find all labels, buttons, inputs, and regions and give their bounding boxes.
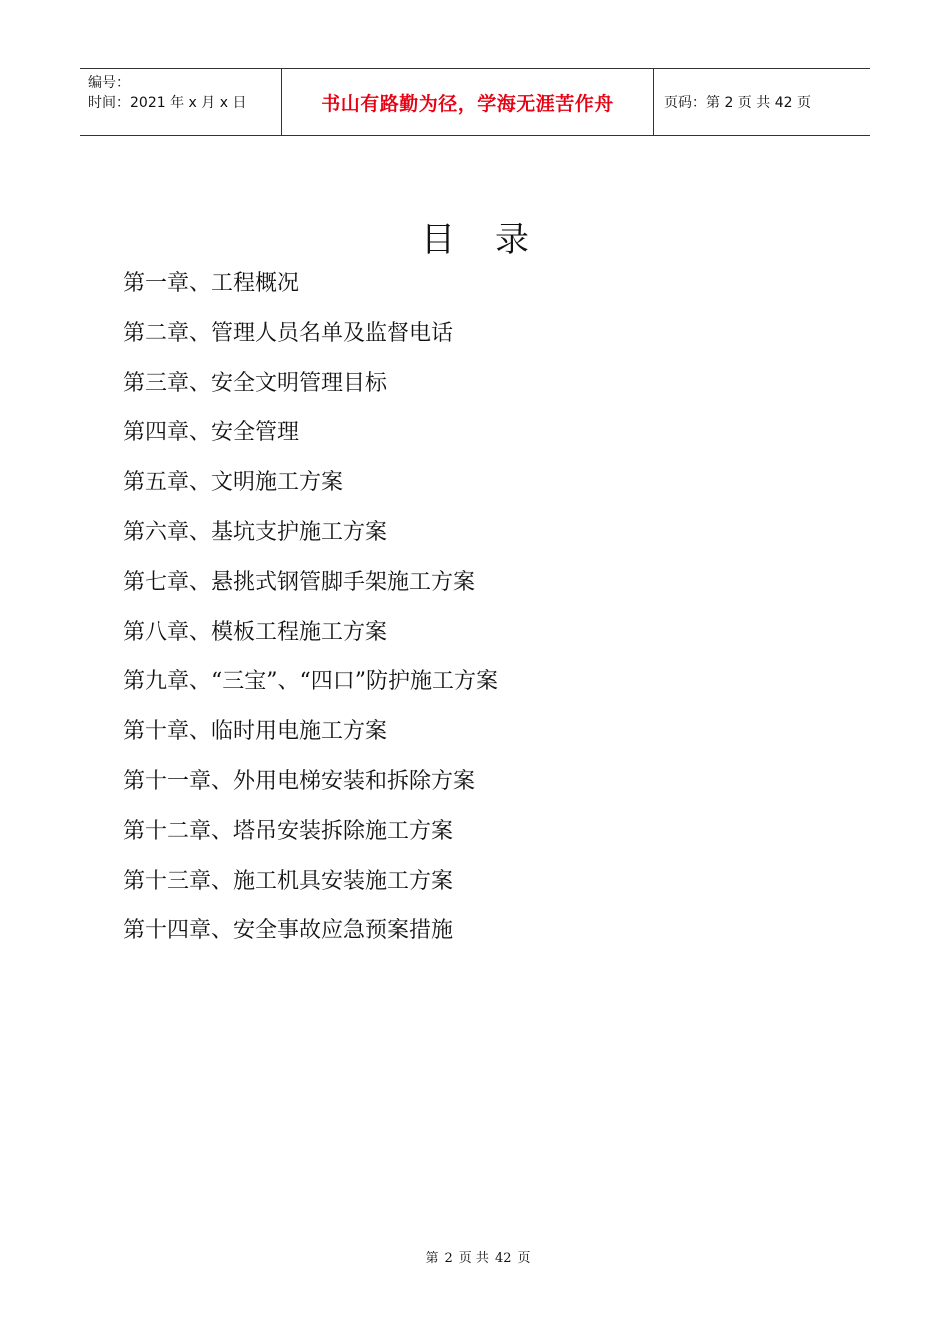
- footer-page-number: 2: [444, 1251, 453, 1266]
- toc-item: 第十一章、外用电梯安装和拆除方案: [123, 768, 476, 794]
- document-date: 时间：2021 年 x 月 x 日: [88, 95, 247, 111]
- header-page-info: 页码：第 2 页 共 42 页: [664, 95, 811, 111]
- header-page-cell: [654, 69, 870, 135]
- toc-item: 第六章、基坑支护施工方案: [123, 519, 388, 545]
- toc-item: 第五章、文明施工方案: [123, 470, 344, 496]
- document-number-label: 编号：: [88, 75, 130, 91]
- toc-item: 第十二章、塔吊安装拆除施工方案: [123, 818, 454, 844]
- toc-item: 第十三章、施工机具安装施工方案: [123, 868, 454, 894]
- toc-item: 第九章、“三宝”、“四口”防护施工方案: [123, 669, 498, 695]
- toc-item: 第三章、安全文明管理目标: [123, 370, 388, 396]
- toc-item: 第四章、安全管理: [123, 420, 300, 446]
- header-motto-cell: [282, 69, 654, 135]
- footer-prefix: 第: [425, 1251, 439, 1266]
- toc-item: 第十章、临时用电施工方案: [123, 719, 388, 745]
- toc-item: 第一章、工程概况: [123, 271, 300, 296]
- footer-total-pages: 42: [494, 1251, 512, 1266]
- document-header: [80, 68, 870, 136]
- page-footer: [0, 1247, 950, 1266]
- footer-middle: 页 共: [458, 1251, 489, 1266]
- footer-suffix: 页: [517, 1251, 531, 1266]
- toc-item: 第七章、悬挑式钢管脚手架施工方案: [123, 569, 476, 595]
- table-of-contents: [123, 266, 498, 963]
- toc-title: 目录: [421, 220, 569, 260]
- toc-item: 第八章、模板工程施工方案: [123, 619, 388, 645]
- header-motto: 书山有路勤为径，学海无涯苦作舟: [321, 92, 614, 115]
- header-meta-cell: [80, 69, 282, 135]
- toc-item: 第十四章、安全事故应急预案措施: [123, 918, 454, 944]
- toc-item: 第二章、管理人员名单及监督电话: [123, 320, 454, 346]
